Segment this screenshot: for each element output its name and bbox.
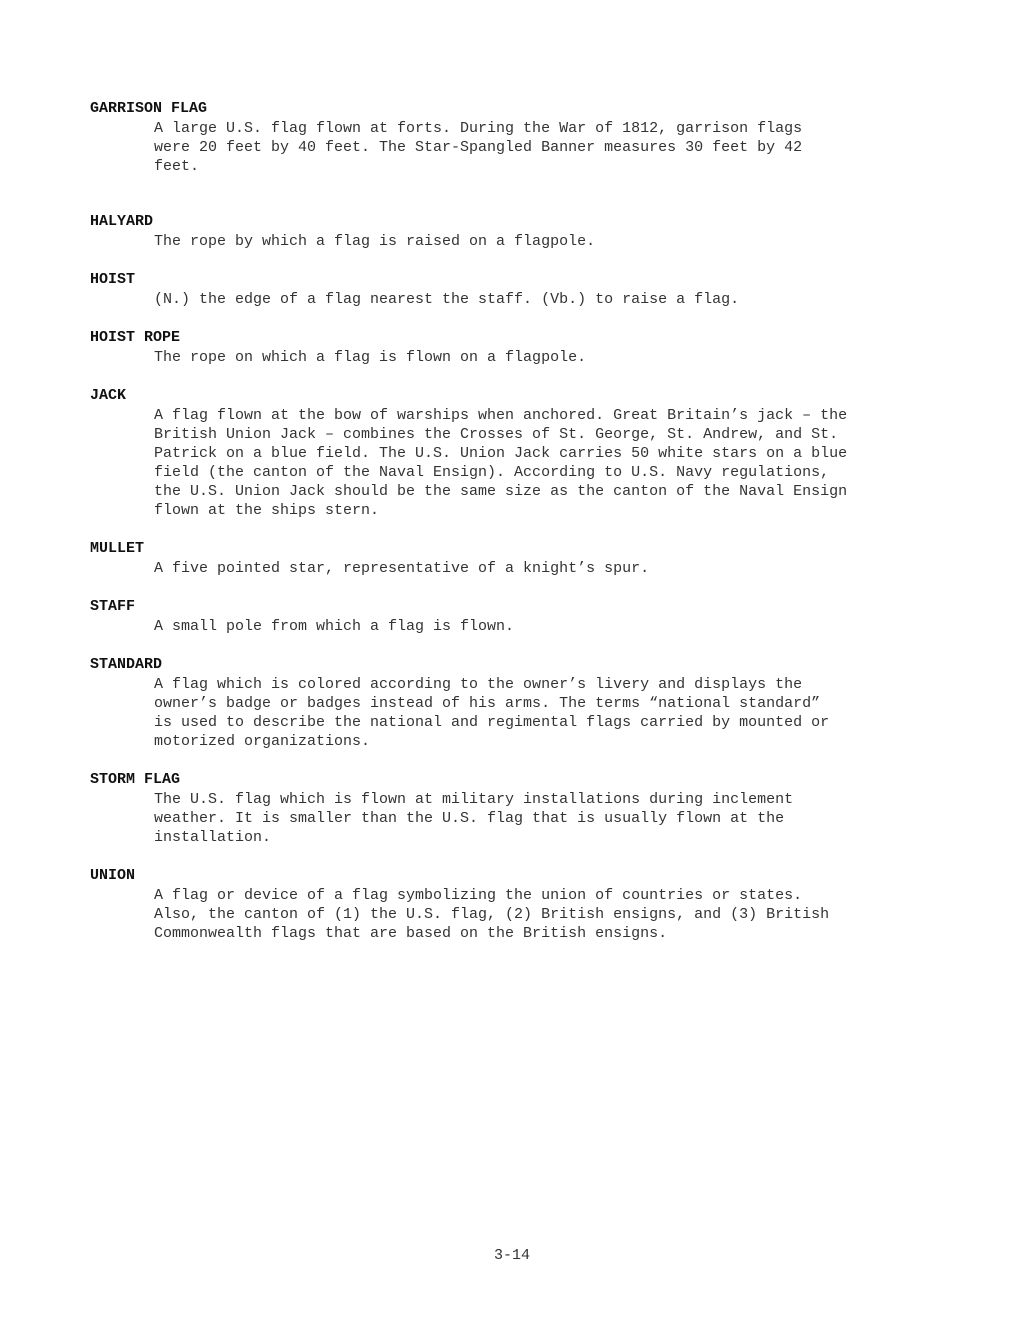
definition-line: The rope on which a flag is flown on a flagpole. [154,349,587,366]
definition-line: A flag flown at the bow of warships when anchored. Great Britain’s jack – the [154,407,848,424]
definition-line: the U.S. Union Jack should be the same size as the canton of the Naval Ensign [154,483,848,500]
spacer [90,751,950,770]
definition-line: Patrick on a blue field. The U.S. Union Jack carries 50 white stars on a blue [154,445,848,462]
glossary-definition [154,290,950,309]
spacer [90,176,950,212]
definition-line: owner’s badge or badges instead of his arms. The terms “national standard” [154,695,821,712]
definition-line: A flag which is colored according to the owner’s livery and displays the [154,676,803,693]
glossary-entry-union [90,866,950,943]
definition-line: Commonwealth flags that are based on the British ensigns. [154,925,668,942]
glossary-term: HALYARD [90,213,154,230]
definition-line: The rope by which a flag is raised on a flagpole. [154,233,596,250]
glossary-entry-hoist [90,270,950,309]
definition-line: motorized organizations. [154,733,371,750]
glossary-term: JACK [90,387,127,404]
spacer [90,251,950,270]
definition-line: is used to describe the national and regimental flags carried by mounted or [154,714,830,731]
definition-line: Also, the canton of (1) the U.S. flag, (2) British ensigns, and (3) British [154,906,830,923]
glossary-definition [154,559,950,578]
definition-line: A flag or device of a flag symbolizing the union of countries or states. [154,887,803,904]
page-number: 3-14 [493,1247,530,1264]
glossary-definition [154,617,950,636]
glossary-entry-halyard [90,212,950,251]
definition-line: A five pointed star, representative of a knight’s spur. [154,560,650,577]
definition-line: feet. [154,158,200,175]
glossary-definition [154,119,950,176]
glossary-definition [154,790,950,847]
glossary-term: STORM FLAG [90,771,181,788]
glossary-list [90,99,950,943]
glossary-term: STAFF [90,598,136,615]
glossary-entry-staff [90,597,950,636]
glossary-term: UNION [90,867,136,884]
definition-line: installation. [154,829,272,846]
glossary-definition [154,232,950,251]
spacer [90,636,950,655]
glossary-entry-mullet [90,539,950,578]
glossary-definition [154,406,950,520]
spacer [90,578,950,597]
definition-line: (N.) the edge of a flag nearest the staff. (Vb.) to raise a flag. [154,291,740,308]
definition-line: British Union Jack – combines the Crosses of St. George, St. Andrew, and St. [154,426,839,443]
glossary-entry-storm-flag [90,770,950,847]
glossary-term: GARRISON FLAG [90,100,208,117]
definition-line: were 20 feet by 40 feet. The Star-Spangled Banner measures 30 feet by 42 [154,139,803,156]
definition-line: flown at the ships stern. [154,502,380,519]
definition-line: A large U.S. flag flown at forts. During the War of 1812, garrison flags [154,120,803,137]
glossary-entry-standard [90,655,950,751]
glossary-term: HOIST [90,271,136,288]
definition-line: The U.S. flag which is flown at military installations during inclement [154,791,794,808]
spacer [90,309,950,328]
glossary-term: STANDARD [90,656,163,673]
glossary-definition [154,675,950,751]
glossary-term: HOIST ROPE [90,329,181,346]
glossary-entry-hoist-rope [90,328,950,367]
definition-line: field (the canton of the Naval Ensign). According to U.S. Navy regulations, [154,464,830,481]
glossary-entry-jack [90,386,950,520]
glossary-definition [154,886,950,943]
spacer [90,367,950,386]
glossary-term: MULLET [90,540,145,557]
spacer [90,520,950,539]
glossary-entry-garrison-flag [90,99,950,176]
spacer [90,847,950,866]
glossary-definition [154,348,950,367]
definition-line: weather. It is smaller than the U.S. flag that is usually flown at the [154,810,785,827]
definition-line: A small pole from which a flag is flown. [154,618,515,635]
